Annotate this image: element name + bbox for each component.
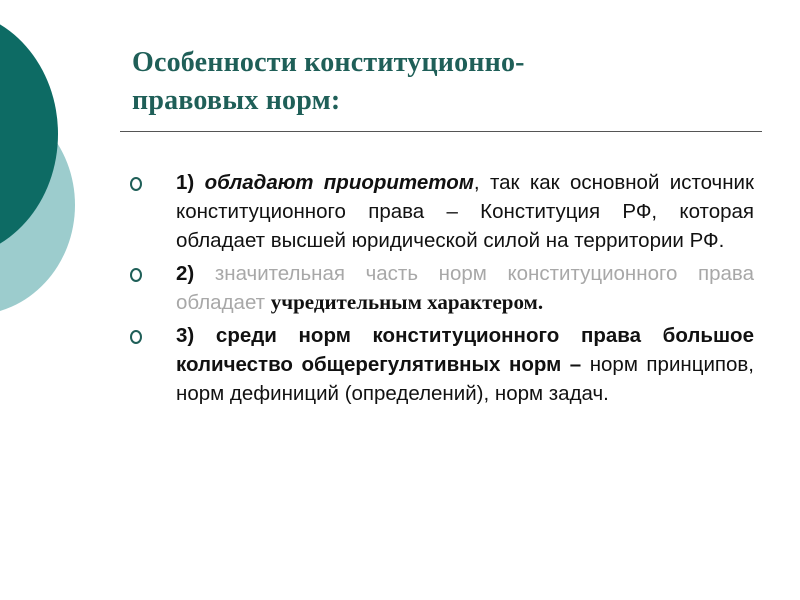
hollow-circle-bullet-icon	[130, 177, 142, 191]
bullet-1-emphasis: обладают приоритетом	[204, 171, 474, 194]
hollow-circle-bullet-icon	[130, 330, 142, 344]
bullet-2-emphasis: учредительным характером.	[270, 290, 544, 314]
hollow-circle-bullet-icon	[130, 268, 142, 282]
bullet-1-text: , так как основной источник конституционного права – Конституция РФ, которая обладает высшей юридической силой на территории РФ.	[176, 171, 754, 252]
bullet-3-text: норм принципов, норм дефиниций (определений), норм задач.	[176, 353, 754, 405]
bullet-3-number: 3)	[176, 324, 216, 347]
slide-title	[132, 44, 752, 120]
slide-title-line-1: Особенности конституционно-	[132, 47, 525, 78]
title-divider	[120, 131, 762, 132]
bullet-3-emphasis: среди норм конституционного права большое количество общерегулятивных норм –	[176, 324, 754, 376]
bullet-1-number: 1)	[176, 171, 205, 194]
bullet-2-number: 2)	[176, 262, 215, 285]
bullet-2-text: значительная часть норм конституционного права обладает	[176, 262, 754, 314]
bullet-list	[130, 168, 754, 412]
bullet-item-1	[130, 168, 754, 255]
bullet-item-2	[130, 259, 754, 317]
slide-title-line-2: правовых норм:	[132, 85, 341, 116]
bullet-item-3	[130, 321, 754, 408]
